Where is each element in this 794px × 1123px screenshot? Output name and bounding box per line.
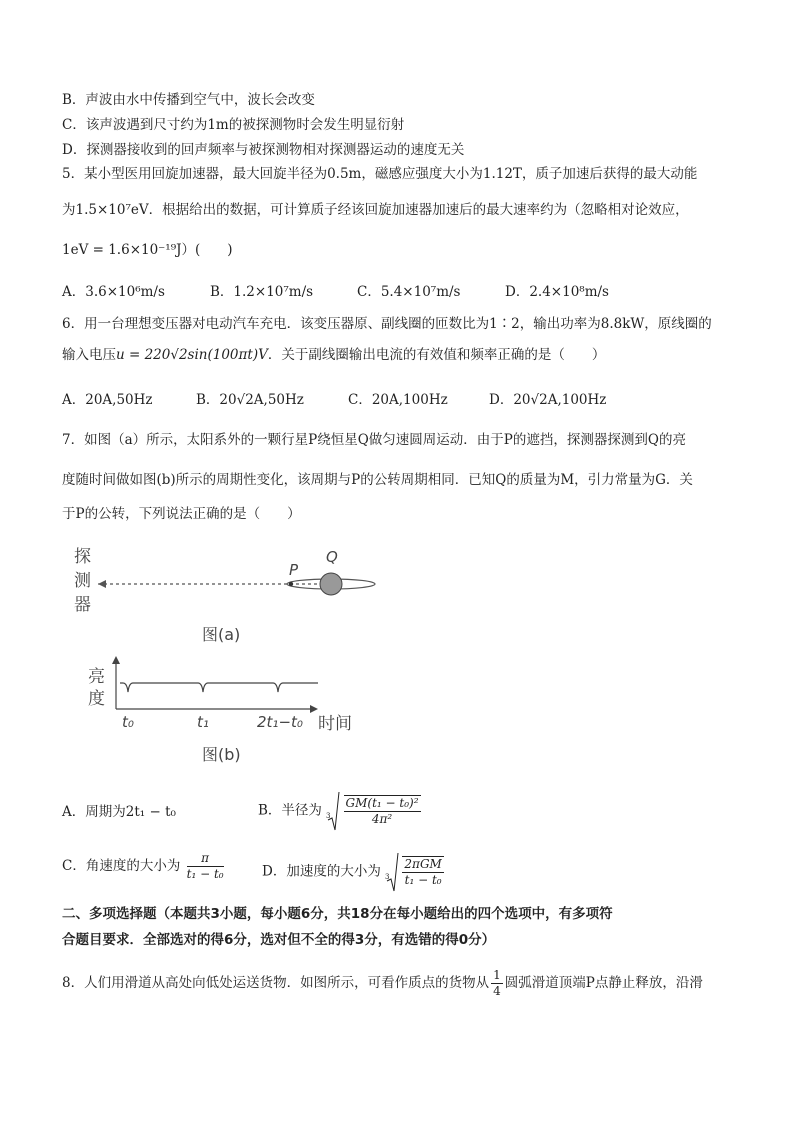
q7-option-d-numerator: 2πGM [404, 857, 442, 871]
q6-stem-line1: 6．用一台理想变压器对电动汽车充电．该变压器原、副线圈的匝数比为1∶2，输出功率为8.8kW，原线圈的 [62, 316, 712, 332]
q4-option-c: C．该声波遇到尺寸约为1m的被探测物时会发生明显衍射 [62, 117, 405, 133]
q7-option-b [258, 790, 423, 834]
q7-option-d-cube-root [385, 851, 446, 893]
q7-figure [60, 540, 390, 772]
brightness-curve [120, 683, 318, 692]
q7-option-b-cube-root [326, 790, 422, 832]
q5-stem-line1: 5．某小型医用回旋加速器，最大回旋半径为0.5m，磁感应强度大小为1.12T，质子加速后获得的最大动能 [62, 166, 698, 182]
q7-option-d-label: D．加速度的大小为 [262, 863, 381, 880]
q8-stem-pre: 8．人们用滑道从高处向低处运送货物．如图所示，可看作质点的货物从 [62, 974, 490, 991]
tick-t0: t₀ [122, 713, 134, 731]
q7-option-d-denominator: t₁ − t₀ [404, 873, 442, 887]
q6-stem-line2 [62, 349, 605, 363]
q6-voltage-equation: u = 220√2sin(100πt)V [116, 347, 268, 363]
detector-label-1: 探 [74, 547, 91, 567]
svg-text:3: 3 [385, 873, 390, 881]
tick-2t1-t0: 2t₁−t₀ [257, 713, 303, 731]
q7-option-c-denominator: t₁ − t₀ [186, 867, 224, 881]
q5-stem-line2: 为1.5×10⁷eV．根据给出的数据，可计算质子经该回旋加速器加速后的最大速率约为（忽略相对论效应， [62, 202, 689, 218]
q7-option-c [62, 851, 226, 891]
q5-option-c: C．5.4×10⁷m/s [357, 284, 461, 300]
q8-stem-line1 [62, 968, 703, 1008]
brightness-label-2: 度 [88, 689, 105, 709]
q4-option-d: D．探测器接收到的回声频率与被探测物相对探测器运动的速度无关 [62, 142, 465, 158]
q6-option-c: C．20A,100Hz [348, 392, 448, 408]
q8-frac-denominator: 4 [493, 984, 501, 998]
detector-label-2: 测 [74, 571, 91, 591]
q5-stem-line3: 1eV = 1.6×10⁻¹⁹J）( ) [62, 242, 233, 258]
figure-b [88, 656, 352, 764]
q6-stem-line2-pre: 输入电压 [62, 347, 116, 363]
q7-option-b-numerator: GM(t₁ − t₀)² [345, 796, 419, 810]
q-label: Q [326, 548, 338, 566]
p-label: P [289, 561, 299, 579]
q4-option-b: B．声波由水中传播到空气中，波长会改变 [62, 92, 315, 108]
y-axis-arrow-icon [112, 656, 120, 664]
figure-a [74, 546, 375, 644]
x-axis-arrow-icon [310, 705, 318, 713]
q7-option-b-label: B．半径为 [258, 802, 322, 819]
q7-option-a: A．周期为2t₁ − t₀ [62, 804, 176, 820]
q5-option-a: A．3.6×10⁶m/s [62, 284, 165, 300]
figure-b-caption: 图(b) [202, 745, 241, 764]
q6-option-b: B．20√2A,50Hz [196, 392, 304, 408]
svg-text:3: 3 [326, 812, 331, 820]
section2-heading-line1: 二、多项选择题（本题共3小题，每小题6分，共18分在每小题给出的四个选项中，有多项符 [62, 906, 613, 922]
figure-a-caption: 图(a) [202, 625, 241, 644]
q5-option-d: D．2.4×10⁸m/s [505, 284, 609, 300]
q7-stem-line3: 于P的公转，下列说法正确的是（ ） [62, 506, 301, 522]
q8-frac-numerator: 1 [493, 968, 501, 982]
q7-stem-line1: 7．如图（a）所示，太阳系外的一颗行星P绕恒星Q做匀速圆周运动．由于P的遮挡，探测器探测到Q的亮 [62, 432, 686, 448]
q6-stem-line2-post: ．关于副线圈输出电流的有效值和频率正确的是（ ） [267, 347, 606, 363]
q7-option-b-denominator: 4π² [371, 812, 393, 826]
q8-stem-post: 圆弧滑道顶端P点静止释放，沿滑 [504, 974, 703, 991]
q7-option-d [262, 851, 446, 893]
star-q [320, 573, 342, 595]
q7-option-c-label: C．角速度的大小为 [62, 857, 181, 874]
q7-stem-line2: 度随时间做如图(b)所示的周期性变化，该周期与P的公转周期相同．已知Q的质量为M，引力常量为G．关 [62, 472, 693, 488]
brightness-label-1: 亮 [88, 667, 105, 687]
q7-option-c-numerator: π [187, 851, 224, 867]
tick-t1: t₁ [197, 713, 209, 731]
section2-heading-line2: 合题目要求．全部选对的得6分，选对但不全的得3分，有选错的得0分） [62, 932, 496, 948]
q6-option-d: D．20√2A,100Hz [489, 392, 607, 408]
arrow-head-icon [98, 580, 106, 588]
detector-label-3: 器 [74, 595, 91, 615]
time-axis-label: 时间 [318, 714, 352, 734]
planet-p [289, 582, 293, 586]
q5-option-b: B．1.2×10⁷m/s [210, 284, 314, 300]
q6-option-a: A．20A,50Hz [62, 392, 153, 408]
